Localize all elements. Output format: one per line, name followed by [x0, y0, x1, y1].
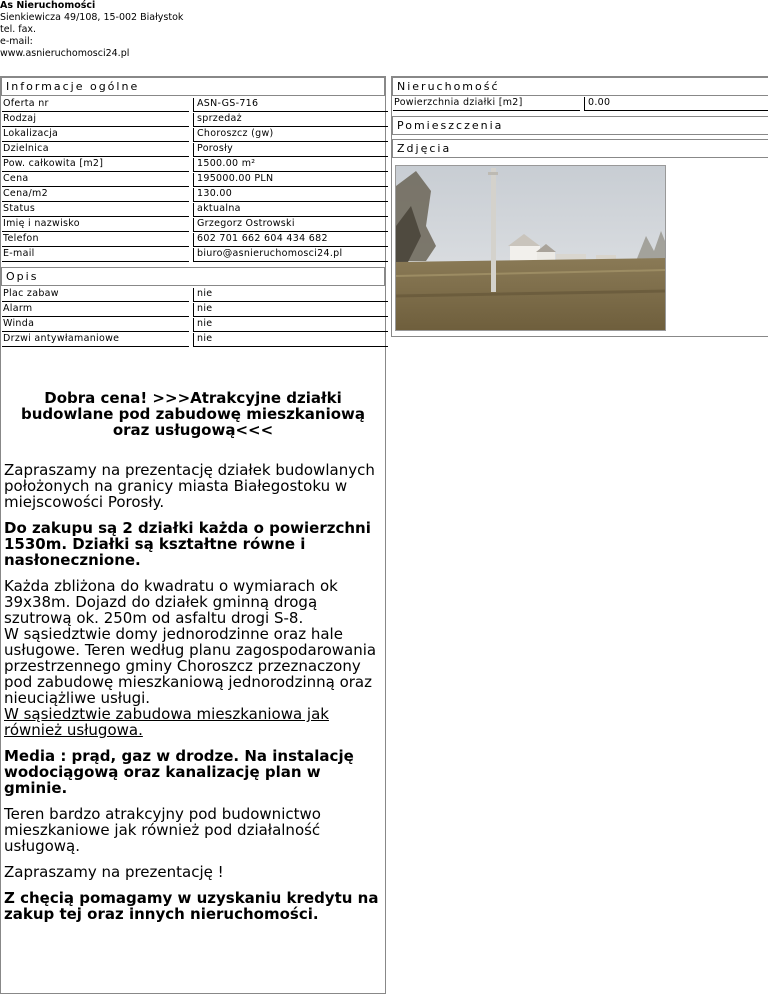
- description-paragraph: Z chęcią pomagamy w uzyskaniu kredytu na zakup tej oraz innych nieruchomości.: [4, 889, 379, 923]
- agency-name: As Nieruchomości: [0, 0, 96, 11]
- row-value: biuro@asnieruchomosci24.pl: [193, 248, 388, 262]
- agency-email: e-mail:: [0, 36, 33, 47]
- row-label: Imię i nazwisko: [2, 218, 189, 232]
- row-value: 0.00: [584, 97, 768, 111]
- general-info-header: Informacje ogólne: [1, 77, 385, 96]
- description-paragraph: Zapraszamy na prezentację działek budowlanych położonych na granicy miasta Białegostoku w miejscowości Porosły.: [4, 461, 375, 511]
- description-paragraph: W sąsiedztwie zabudowa mieszkaniowa jak również usługowa.: [4, 705, 329, 739]
- row-label: Telefon: [2, 233, 189, 247]
- row-label: Powierzchnia działki [m2]: [393, 97, 580, 111]
- row-label: Status: [2, 203, 189, 217]
- row-value: Porosły: [193, 143, 388, 157]
- row-label: Cena/m2: [2, 188, 189, 202]
- row-label: Cena: [2, 173, 189, 187]
- row-value: Grzegorz Ostrowski: [193, 218, 388, 232]
- description-paragraph: Każda zbliżona do kwadratu o wymiarach ok 39x38m. Dojazd do działek gminną drogą szutrową ok. 250m od asfaltu drogi S-8.: [4, 577, 338, 627]
- row-label: Alarm: [2, 303, 189, 317]
- landscape-photo: [396, 166, 666, 331]
- row-value: 602 701 662 604 434 682: [193, 233, 388, 247]
- row-value: ASN-GS-716: [193, 98, 388, 112]
- description-paragraph: Do zakupu są 2 działki każda o powierzchni 1530m. Działki są kształtne równe i nasłonecznione.: [4, 519, 371, 569]
- row-value: 130.00: [193, 188, 388, 202]
- description-paragraph: Zapraszamy na prezentację !: [4, 863, 224, 881]
- photos-header: Zdjęcia: [392, 139, 768, 158]
- row-label: Rodzaj: [2, 113, 189, 127]
- row-label: Oferta nr: [2, 98, 189, 112]
- rooms-header: Pomieszczenia: [392, 116, 768, 135]
- row-label: Drzwi antywłamaniowe: [2, 333, 189, 347]
- row-label: Plac zabaw: [2, 288, 189, 302]
- row-label: Lokalizacja: [2, 128, 189, 142]
- row-value: 1500.00 m²: [193, 158, 388, 172]
- row-label: Pow. całkowita [m2]: [2, 158, 189, 172]
- row-value: nie: [193, 318, 388, 332]
- description: [4, 390, 382, 932]
- agency-address: Sienkiewicza 49/108, 15-002 Białystok: [0, 12, 184, 23]
- property-header: Nieruchomość: [392, 77, 768, 96]
- row-value: nie: [193, 288, 388, 302]
- row-value: nie: [193, 333, 388, 347]
- agency-header: [0, 0, 183, 60]
- property-photo[interactable]: [395, 165, 666, 331]
- description-paragraph: Media : prąd, gaz w drodze. Na instalację wodociągową oraz kanalizację plan w gminie.: [4, 747, 354, 797]
- description-headline: Dobra cena! >>>Atrakcyjne działki budowlane pod zabudowę mieszkaniową oraz usługową<<<: [20, 389, 366, 439]
- row-label: E-mail: [2, 248, 189, 262]
- row-value: aktualna: [193, 203, 388, 217]
- row-value: nie: [193, 303, 388, 317]
- description-paragraph: W sąsiedztwie domy jednorodzinne oraz hale usługowe. Teren według planu zagospodarowania przestrzennego gminy Choroszcz przeznaczony pod zabudowę mieszkaniową jednorodzinną oraz nieuciążliwe usługi.: [4, 625, 377, 707]
- opis-header: Opis: [1, 267, 385, 286]
- row-label: Winda: [2, 318, 189, 332]
- row-value: sprzedaż: [193, 113, 388, 127]
- agency-phone: tel. fax.: [0, 24, 37, 35]
- row-label: Dzielnica: [2, 143, 189, 157]
- row-value: Choroszcz (gw): [193, 128, 388, 142]
- description-paragraph: Teren bardzo atrakcyjny pod budownictwo mieszkaniowe jak również pod działalność usługową.: [4, 805, 321, 855]
- row-value: 195000.00 PLN: [193, 173, 388, 187]
- agency-website: www.asnieruchomosci24.pl: [0, 48, 130, 59]
